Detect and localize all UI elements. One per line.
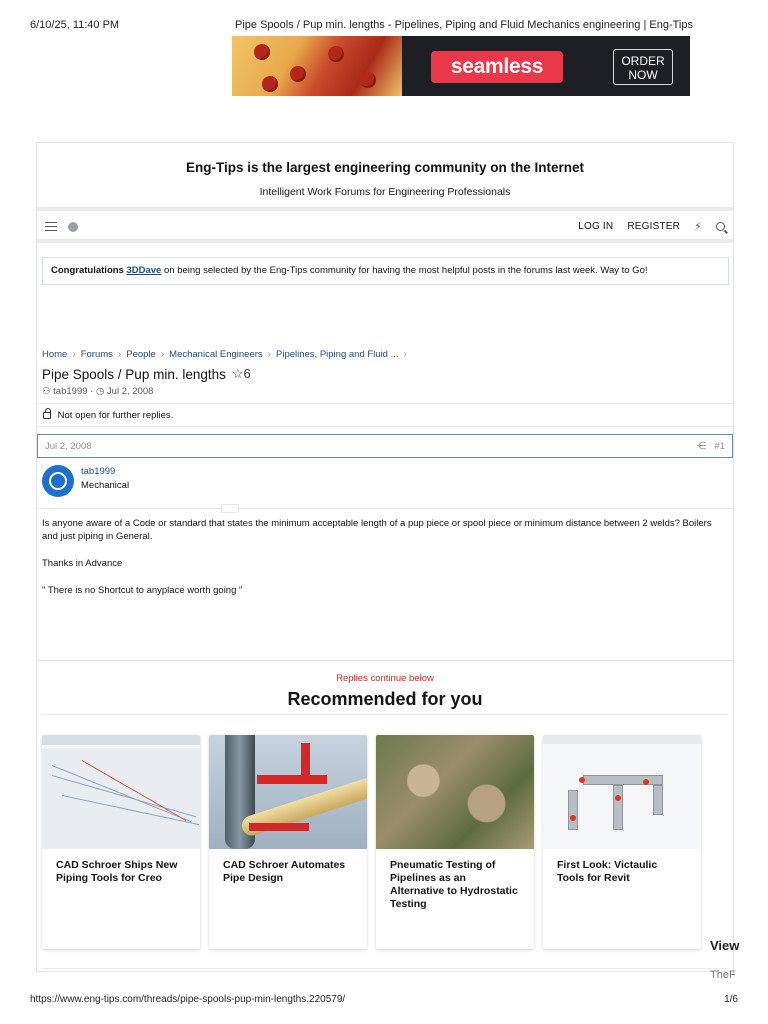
card-image (543, 735, 701, 849)
page-title: Pipe Spools / Pup min. lengths (42, 366, 226, 382)
section-divider (37, 660, 733, 661)
register-link[interactable]: REGISTER (627, 221, 681, 232)
post-number[interactable]: #1 (714, 441, 725, 452)
chevron-right-icon: › (267, 349, 271, 360)
recommended-cards (42, 714, 729, 969)
card-image (376, 735, 534, 849)
chevron-right-icon: › (117, 349, 122, 360)
print-page-title: Pipe Spools / Pup min. lengths - Pipelines, Piping and Fluid Mechanics engineering | Eng-Tips (235, 19, 693, 31)
breadcrumb-home[interactable]: Home (42, 349, 68, 360)
divider-notch (221, 504, 239, 513)
recommended-card[interactable] (376, 735, 534, 949)
star-icon[interactable]: ☆6 (231, 366, 251, 381)
ad-brand-logo: seamless (431, 51, 563, 83)
clock-icon: ◷ (95, 386, 105, 397)
search-icon[interactable] (716, 222, 725, 231)
logo-icon[interactable] (68, 222, 78, 232)
print-page-number: 1/6 (724, 994, 738, 1005)
replies-continue-note: Replies continue below (336, 673, 434, 684)
post-divider (37, 508, 733, 509)
card-caption[interactable]: CAD Schroer Ships New Piping Tools for Creo (56, 859, 178, 884)
card-caption[interactable]: Pneumatic Testing of Pipelines as an Alternative to Hydrostatic Testing (390, 859, 518, 910)
breadcrumb-pipelines[interactable]: Pipelines, Piping and Fluid ... (276, 349, 399, 360)
site-banner (37, 143, 733, 207)
print-datetime: 6/10/25, 11:40 PM (30, 19, 120, 31)
post-header (37, 434, 733, 458)
login-link[interactable]: LOG IN (578, 221, 614, 232)
user-icon: ⚇ (42, 386, 51, 397)
thread-title-row (42, 366, 251, 382)
card-caption[interactable]: First Look: Victaulic Tools for Revit (557, 859, 658, 884)
view-more-link[interactable]: View (710, 938, 740, 953)
post-user-title: Mechanical (81, 480, 130, 491)
banner-headline: Eng-Tips is the largest engineering community on the Internet (185, 160, 585, 175)
lock-icon (43, 412, 51, 419)
navbar (37, 207, 733, 243)
recommended-card[interactable] (543, 735, 701, 949)
notice-text: on being selected by the Eng-Tips community for having the most helpful posts in the forums last week. Way to Go! (163, 265, 648, 276)
notice-username-link[interactable]: 3DDave (126, 265, 162, 276)
recommended-title: Recommended for you (287, 689, 483, 709)
share-icon[interactable]: ⋲ (696, 441, 707, 452)
post-signature: " There is no Shortcut to anyplace worth going " (42, 585, 243, 596)
thread-meta: ⚇ tab1999 · ◷ Jul 2, 2008 (42, 386, 154, 397)
post-paragraph: Thanks in Advance (42, 558, 123, 569)
card-image (42, 735, 200, 849)
breadcrumb-forums[interactable]: Forums (80, 349, 113, 360)
nav-actions (578, 220, 725, 233)
banner-subheadline: Intelligent Work Forums for Engineering Professionals (259, 186, 511, 198)
source-label: TheF (710, 969, 736, 981)
post-paragraph: Is anyone aware of a Code or standard that states the minimum acceptable length of a pup piece or spool piece or minimum distance between 2 welds? Boilers and just piping in General. (42, 518, 712, 542)
post-body (42, 517, 727, 611)
chevron-right-icon: › (72, 349, 76, 360)
recommended-card[interactable] (42, 735, 200, 949)
congratulations-notice (42, 257, 729, 285)
chevron-right-icon: › (160, 349, 165, 360)
bolt-icon[interactable]: ⚡︎ (694, 221, 702, 233)
breadcrumb-mechanical-engineers[interactable]: Mechanical Engineers (169, 349, 263, 360)
post-date[interactable]: Jul 2, 2008 (45, 441, 92, 452)
avatar[interactable] (42, 465, 74, 497)
menu-icon[interactable] (45, 222, 57, 231)
pizza-image (232, 36, 402, 96)
star-count: 6 (243, 366, 251, 381)
ad-order-now-button[interactable]: ORDER NOW (613, 49, 673, 85)
notice-prefix: Congratulations (51, 265, 124, 276)
card-caption[interactable]: CAD Schroer Automates Pipe Design (223, 859, 346, 884)
locked-text: Not open for further replies. (57, 410, 174, 421)
breadcrumb-people[interactable]: People (126, 349, 156, 360)
post-username[interactable]: tab1999 (81, 466, 116, 477)
site-container (36, 142, 734, 972)
card-image (209, 735, 367, 849)
locked-notice (37, 403, 733, 427)
print-url: https://www.eng-tips.com/threads/pipe-spools-pup-min-lengths.220579/ (30, 994, 346, 1005)
advertisement-banner[interactable] (232, 36, 690, 96)
thread-date[interactable]: Jul 2, 2008 (106, 386, 154, 397)
breadcrumb (42, 349, 407, 360)
chevron-right-icon: › (403, 349, 407, 360)
thread-author[interactable]: tab1999 (53, 386, 88, 397)
recommended-card[interactable] (209, 735, 367, 949)
